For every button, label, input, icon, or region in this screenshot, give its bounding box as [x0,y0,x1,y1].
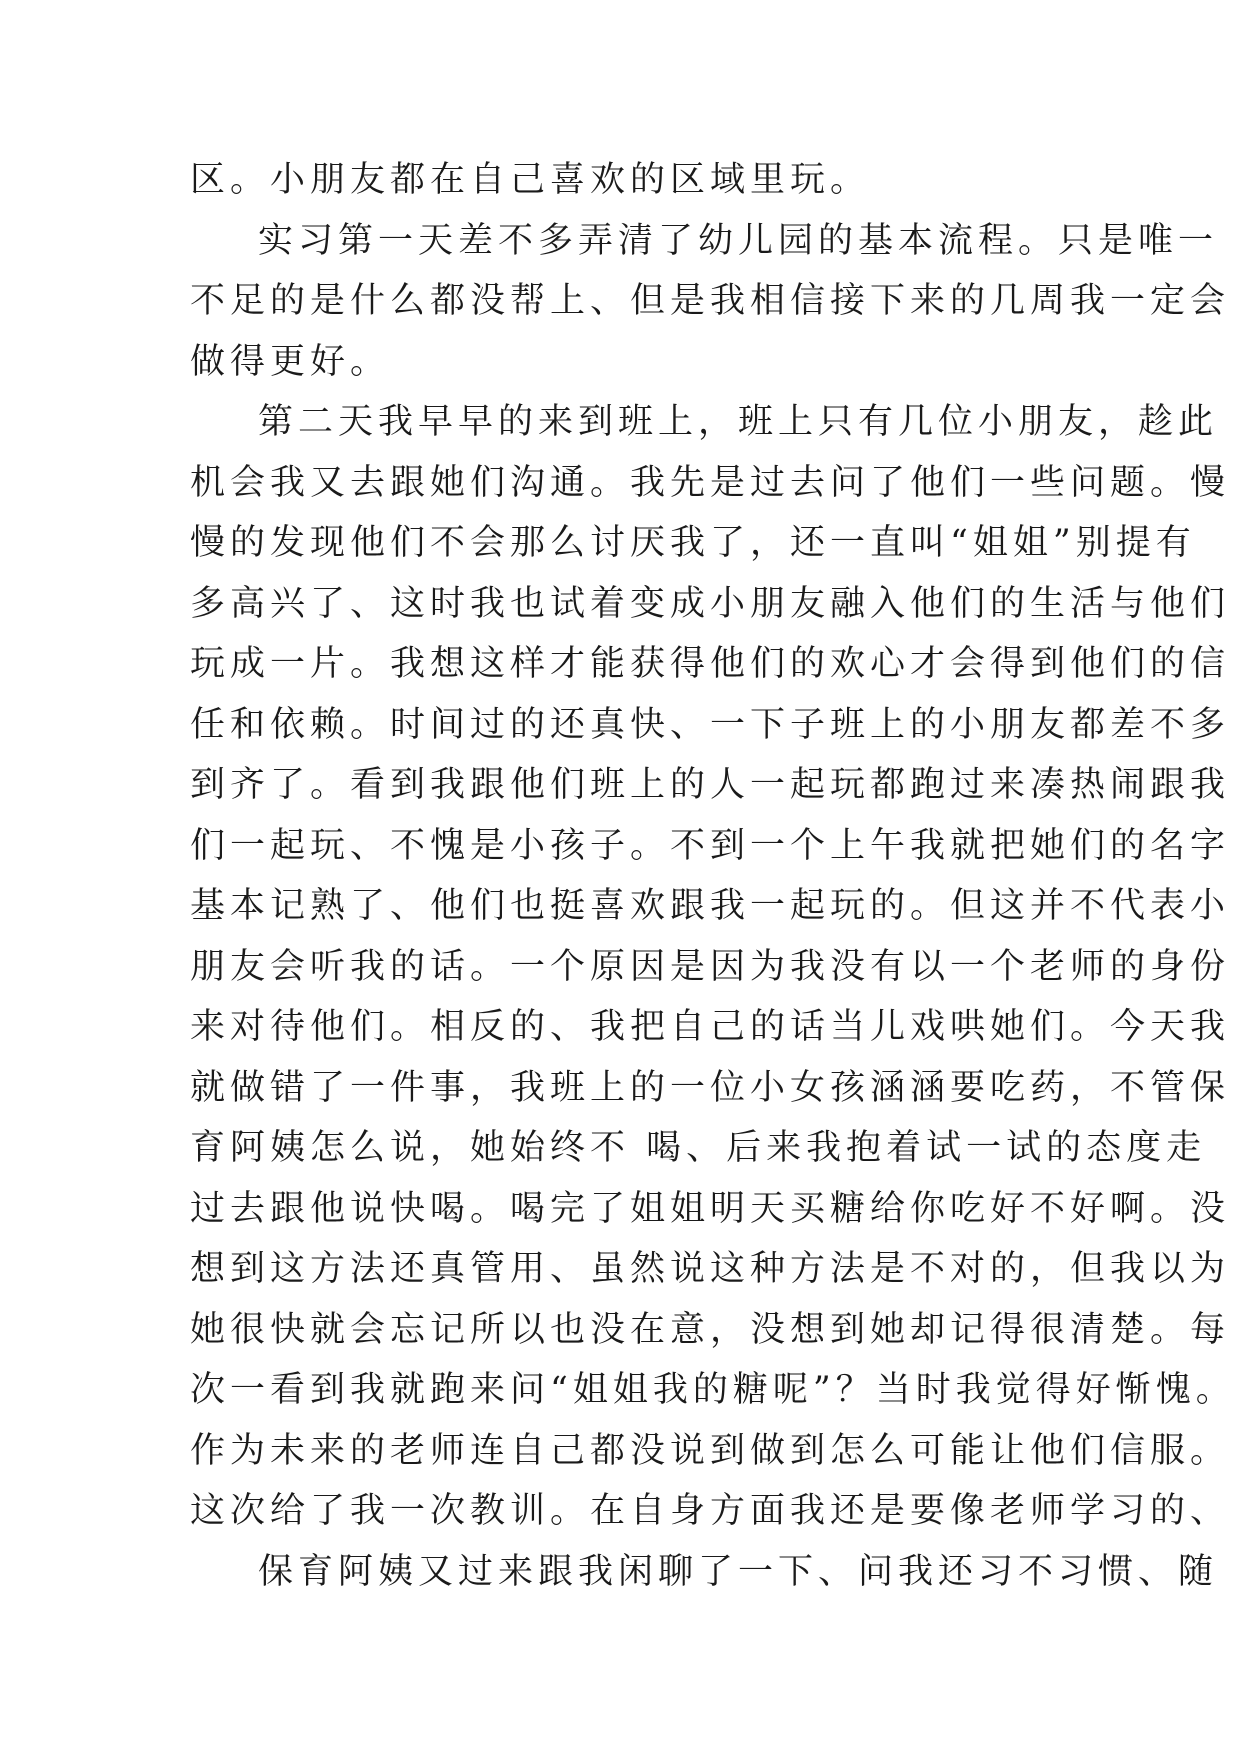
text-line: 育阿姨怎么说，她始终不 喝、后来我抱着试一试的态度走 [190,1128,1207,1168]
body-text [190,150,1236,1602]
text-line: 做得更好。 [190,341,391,382]
text-line: 慢的发现他们不会那么讨厌我了，还一直叫“姐姐”别提有 [190,523,1196,563]
text-line: 就做错了一件事，我班上的一位小女孩涵涵要吃药，不管保 [190,1067,1231,1108]
text-line: 不足的是什么都没帮上、但是我相信接下来的几周我一定会 [190,281,1231,321]
text-line: 们一起玩、不愧是小孩子。不到一个上午我就把她们的名字 [190,825,1231,866]
text-line: 任和依赖。时间过的还真快、一下子班上的小朋友都差不多 [190,704,1231,745]
text-line: 实习第一天差不多弄清了幼儿园的基本流程。只是唯一 [258,220,1219,261]
text-line: 想到这方法还真管用、虽然说这种方法是不对的，但我以为 [190,1249,1231,1289]
text-line: 到齐了。看到我跟他们班上的人一起玩都跑过来凑热闹跟我 [190,765,1231,805]
text-line: 朋友会听我的话。一个原因是因为我没有以一个老师的身份 [190,946,1231,987]
text-line: 基本记熟了、他们也挺喜欢跟我一起玩的。但这并不代表小 [190,886,1231,926]
text-line: 机会我又去跟她们沟通。我先是过去问了他们一些问题。慢 [190,462,1231,503]
text-line: 作为未来的老师连自己都没说到做到怎么可能让他们信服。 [190,1430,1231,1471]
text-line: 过去跟他说快喝。喝完了姐姐明天买糖给你吃好不好啊。没 [190,1188,1231,1229]
text-line: 这次给了我一次教训。在自身方面我还是要像老师学习的、 [190,1491,1231,1531]
text-line: 玩成一片。我想这样才能获得他们的欢心才会得到他们的信 [190,644,1231,684]
text-line: 区。小朋友都在自己喜欢的区域里玩。 [190,160,871,200]
text-line: 多高兴了、这时我也试着变成小朋友融入他们的生活与他们 [190,583,1231,624]
text-line: 保育阿姨又过来跟我闲聊了一下、问我还习不习惯、随 [258,1551,1219,1592]
text-line: 第二天我早早的来到班上，班上只有几位小朋友，趁此 [258,402,1219,442]
text-line: 她很快就会忘记所以也没在意，没想到她却记得很清楚。每 [190,1309,1231,1350]
text-line: 来对待他们。相反的、我把自己的话当儿戏哄她们。今天我 [190,1007,1231,1047]
text-line: 次一看到我就跑来问“姐姐我的糖呢”？当时我觉得好惭愧。 [190,1370,1236,1410]
